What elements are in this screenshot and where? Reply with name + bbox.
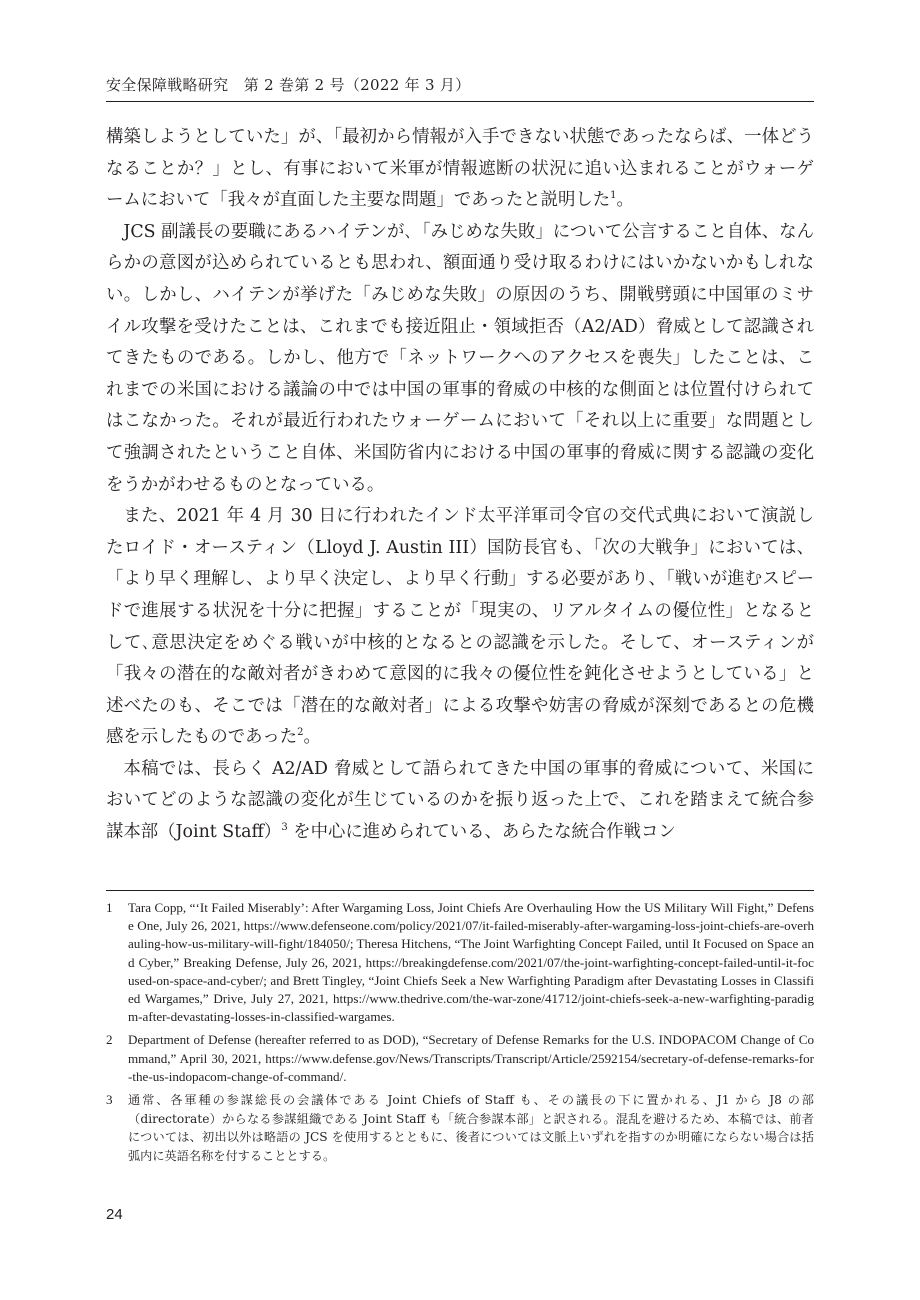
- paragraph-3-end: 。: [303, 727, 321, 748]
- paragraph-4-text-b: を中心に進められている、あらたな統合作戦コン: [293, 822, 676, 843]
- footnote-ref-1[interactable]: 1: [610, 190, 617, 202]
- footnote-1: [106, 899, 814, 1026]
- paragraph-2: [106, 217, 814, 501]
- footnote-text: 通常、各軍種の参謀総長の会議体である Joint Chiefs of Staff も、その議長の下に置かれる、J1 から J8 の部（directorate）からなる参謀組織である Joint Staff も「統合参謀本部」と訳される。混乱を避けるため、本稿では、前者については、初出以外は略語の JCS を使用するとともに、後者については文脈上いずれを指すのか明確にならない場合は括弧内に英語名称を付することとする。: [128, 1093, 814, 1163]
- paragraph-3: [106, 501, 814, 754]
- paragraph-2-text: JCS 副議長の要職にあるハイテンが､「みじめな失敗」について公言すること自体、なんらかの意図が込められているとも思われ、額面通り受け取るわけにはいかないかもしれない。しかし、ハイテンが挙げた「みじめな失敗」の原因のうち、開戦劈頭に中国軍のミサイル攻撃を受けたことは、これまでも接近阻止・領域拒否（A2/AD）脅威として認識されてきたものである。しかし、他方で「ネットワークへのアクセスを喪失」したことは、これまでの米国における議論の中では中国の軍事的脅威の中核的な側面とは位置付けられてはこなかった。それが最近行われたウォーゲームにおいて「それ以上に重要」な問題として強調されたということ自体、米国防省内における中国の軍事的脅威に関する認識の変化をうかがわせるものとなっている。: [106, 221, 814, 495]
- running-header: 安全保障戦略研究 第 2 巻第 2 号（2022 年 3 月）: [106, 76, 471, 94]
- footnote-text: Tara Copp, “‘It Failed Miserably’: After Wargaming Loss, Joint Chiefs Are Overhauling How the US Military Will Fight,” Defense One, July 26, 2021, https://www.defenseone.com/policy/2021/07/it-failed-miserably-after-wargaming-loss-joint-chiefs-are-overhauling-how-us-military-will-fight/184050/; Theresa Hitchens, “The Joint Warfighting Concept Failed, until It Focused on Space and Cyber,” Breaking Defense, July 26, 2021, https://breakingdefense.com/2021/07/the-joint-warfighting-concept-failed-until-it-focused-on-space-and-cyber/; and Brett Tingley, “Joint Chiefs Seek a New Warfighting Paradigm after Devastating Losses in Classified Wargames,” Drive, July 27, 2021, https://www.thedrive.com/the-war-zone/41712/joint-chiefs-seek-a-new-warfighting-paradigm-after-devastating-losses-in-classified-wargames.: [128, 900, 814, 1025]
- footnote-ref-2[interactable]: 2: [297, 727, 304, 739]
- footnote-3: [106, 1091, 814, 1165]
- footnotes: [106, 899, 814, 1170]
- page-number: 24: [106, 1206, 123, 1223]
- paragraph-3-text: また、2021 年 4 月 30 日に行われたインド太平洋軍司令官の交代式典において演説したロイド・オースティン（Lloyd J. Austin III）国防長官も、「次の大戦争」においては、「より早く理解し、より早く決定し、より早く行動」する必要があり、「戦いが進むスピードで進展する状況を十分に把握」することが「現実の、リアルタイムの優位性」となるとして､意思決定をめぐる戦いが中核的となるとの認識を示した。そして、オースティンが「我々の潜在的な敵対者がきわめて意図的に我々の優位性を鈍化させようとしている」と述べたのも、そこでは「潜在的な敵対者」による攻撃や妨害の脅威が深刻であるとの危機感を示したものであった: [106, 506, 814, 748]
- footnote-number: 3: [106, 1092, 113, 1108]
- paragraph-4-text-a: 本稿では、長らく A2/AD 脅威として語られてきた中国の軍事的脅威について、米国においてどのような認識の変化が生じているのかを振り返った上で、これを踏まえて統合参謀本部（Joint Staff）: [106, 758, 814, 843]
- footnote-number: 2: [106, 1032, 113, 1048]
- footnote-2: [106, 1031, 814, 1086]
- footnote-number: 1: [106, 900, 113, 915]
- paragraph-1-text: 構築しようとしていた」が、「最初から情報が入手できない状態であったならば、一体どうなることか？」とし、有事において米軍が情報遮断の状況に追い込まれることがウォーゲームにおいて「我々が直面した主要な問題」であったと説明した: [106, 127, 814, 211]
- main-body: [106, 122, 814, 849]
- paragraph-4: [106, 754, 814, 849]
- header-rule: [106, 101, 814, 102]
- footnote-text: Department of Defense (hereafter referred to as DOD), “Secretary of Defense Remarks for the U.S. INDOPACOM Change of Command,” April 30, 2021, https://www.defense.gov/News/Transcripts/Transcript/Article/2592154/secretary-of-defense-remarks-for-the-us-indopacom-change-of-command/.: [128, 1032, 814, 1084]
- footnote-ref-3[interactable]: 3: [281, 822, 288, 834]
- paragraph-1: [106, 122, 814, 217]
- footnote-rule: [106, 890, 814, 891]
- paragraph-1-end: 。: [616, 190, 634, 211]
